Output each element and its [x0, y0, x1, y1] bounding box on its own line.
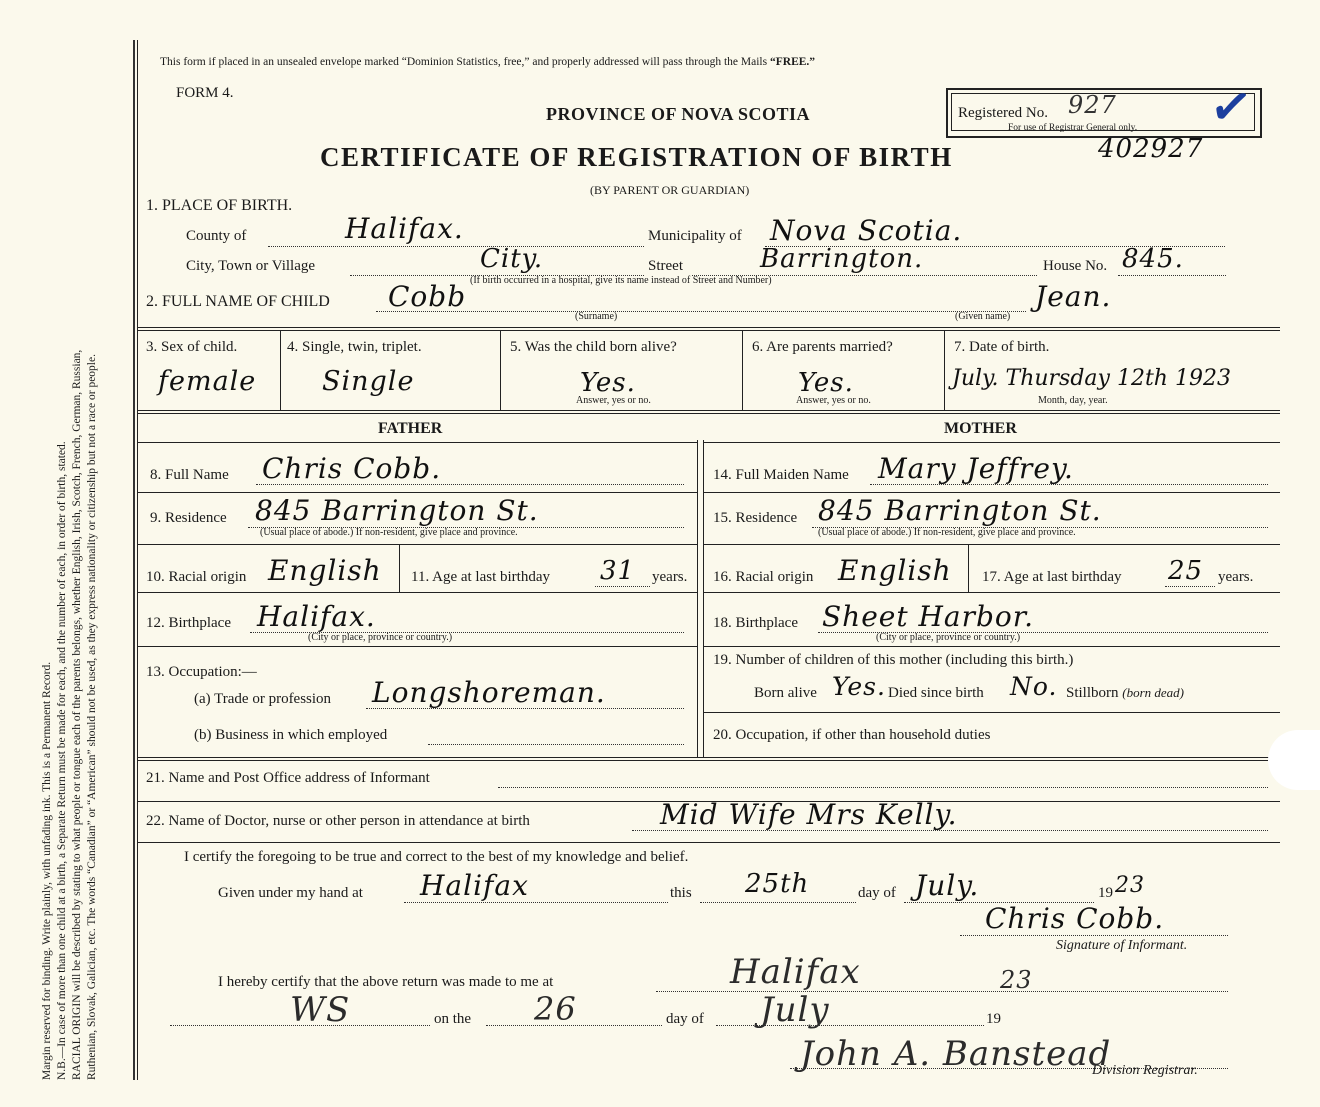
registrar-year-prefix: 19: [986, 1011, 1001, 1027]
dob-caption: Month, day, year.: [1038, 395, 1108, 406]
page-title: CERTIFICATE OF REGISTRATION OF BIRTH: [320, 142, 953, 172]
registrar-place-value: Halifax: [730, 952, 861, 992]
father-birthplace-caption: (City or place, province or country.): [308, 632, 453, 643]
given-day-value: 25th: [745, 869, 810, 899]
city-value: City.: [480, 244, 544, 274]
father-occupation-label: 13. Occupation:—: [146, 664, 257, 680]
registrar-signature-caption: Division Registrar.: [1092, 1063, 1198, 1078]
father-name-label: 8. Full Name: [150, 467, 229, 483]
margin-note-racial-origin: RACIAL ORIGIN will be described by stating to what people or tongue each of the parents belongs, whether English, Irish, Scotch, French, German, Russian,: [71, 349, 83, 1080]
given-caption: (Given name): [955, 311, 1011, 322]
mother-name-value: Mary Jeffrey.: [878, 452, 1074, 485]
married-caption: Answer, yes or no.: [796, 395, 871, 406]
registrar-signature: John A. Banstead: [800, 1034, 1112, 1074]
father-residence-value: 845 Barrington St.: [255, 494, 539, 527]
registrar-month-value: July: [760, 990, 830, 1030]
father-trade-label: (a) Trade or profession: [194, 691, 332, 707]
given-day-of-label: day of: [858, 885, 896, 901]
mother-children-label: 19. Number of children of this mother (including this birth.): [713, 652, 1074, 668]
registrar-use-note: For use of Registrar General only.: [1008, 123, 1138, 133]
informant-label: 21. Name and Post Office address of Informant: [146, 770, 430, 786]
given-at-label: Given under my hand at: [218, 885, 363, 901]
street-value: Barrington.: [760, 244, 924, 274]
father-birthplace-value: Halifax.: [257, 600, 376, 633]
child-given-value: Jean.: [1035, 280, 1112, 313]
form-number: FORM 4.: [176, 85, 234, 101]
check-mark-icon: ✓: [1206, 76, 1256, 138]
registrar-statement: I hereby certify that the above return was made to me at: [218, 974, 554, 990]
mother-age-value: 25: [1168, 556, 1204, 586]
alive-caption: Answer, yes or no.: [576, 395, 651, 406]
informant-signature-caption: Signature of Informant.: [1056, 938, 1188, 953]
plurality-value: Single: [322, 366, 415, 397]
city-label: City, Town or Village: [186, 258, 316, 274]
place-heading: 1. PLACE OF BIRTH.: [146, 197, 293, 214]
stamped-number: 402927: [1098, 134, 1204, 164]
margin-note-racial-origin-cont: Ruthenian, Slovak, Galician, etc. The words “Canadian” or “American” should not be used, as they express nationality or citizenship but not a race or people.: [86, 354, 98, 1080]
binding-margin-rule: [133, 40, 135, 1080]
married-label: 6. Are parents married?: [752, 339, 893, 355]
father-race-label: 10. Racial origin: [146, 569, 247, 585]
born-alive-label: Born alive: [754, 685, 817, 701]
given-this-label: this: [670, 885, 692, 901]
province-title: PROVINCE OF NOVA SCOTIA: [546, 104, 811, 124]
county-label: County of: [186, 228, 247, 244]
mother-name-label: 14. Full Maiden Name: [713, 467, 849, 483]
child-surname-value: Cobb: [388, 280, 467, 313]
sex-label: 3. Sex of child.: [146, 339, 238, 355]
mother-birthplace-value: Sheet Harbor.: [822, 600, 1034, 633]
registrar-year-value: 23: [1000, 966, 1033, 994]
mother-occupation-label: 20. Occupation, if other than household duties: [713, 727, 991, 743]
registrar-day-value: 26: [534, 990, 577, 1028]
given-year-value: 23: [1115, 873, 1145, 898]
father-business-label: (b) Business in which employed: [194, 727, 388, 743]
margin-note-multiple-births: N.B.—In case of more than one child at a birth, a Separate Return must be made for each, and the number of each, in order of birth, stated.: [56, 441, 68, 1080]
father-race-value: English: [268, 554, 382, 587]
mother-race-value: English: [838, 554, 952, 587]
alive-label: 5. Was the child born alive?: [510, 339, 677, 355]
page-subtitle: (BY PARENT OR GUARDIAN): [590, 183, 750, 197]
father-name-value: Chris Cobb.: [262, 452, 442, 485]
plurality-label: 4. Single, twin, triplet.: [287, 339, 422, 355]
mother-residence-caption: (Usual place of abode.) If non-resident, give place and province.: [818, 527, 1076, 538]
father-age-unit: years.: [652, 569, 688, 585]
child-name-label: 2. FULL NAME OF CHILD: [146, 293, 330, 310]
alive-value: Yes.: [580, 368, 636, 398]
dob-value: July. Thursday 12th 1923: [952, 366, 1231, 391]
municipality-value: Nova Scotia.: [770, 214, 963, 247]
certify-statement: I certify the foregoing to be true and correct to the best of my knowledge and belief.: [184, 849, 689, 865]
hospital-note: (If birth occurred in a hospital, give its name instead of Street and Number): [470, 275, 772, 286]
given-year-prefix: 19: [1098, 885, 1113, 901]
mother-residence-value: 845 Barrington St.: [818, 494, 1102, 527]
surname-caption: (Surname): [575, 311, 618, 322]
margin-note-binding: Margin reserved for binding. Write plainly, with unfading ink. This is a Permanent Record.: [41, 661, 53, 1080]
father-age-value: 31: [600, 556, 636, 586]
dob-label: 7. Date of birth.: [954, 339, 1050, 355]
father-age-label: 11. Age at last birthday: [411, 569, 550, 585]
born-alive-value: Yes.: [832, 672, 886, 701]
registrar-on-the-label: on the: [434, 1011, 472, 1027]
given-month-value: July.: [915, 869, 980, 902]
margin-notes: [40, 100, 100, 1080]
registrar-initials: WS: [290, 990, 351, 1030]
section-divider: [138, 327, 1280, 331]
mother-residence-label: 15. Residence: [713, 510, 798, 526]
died-since-label: Died since birth: [888, 685, 984, 701]
torn-edge: [1268, 730, 1320, 790]
father-heading: FATHER: [378, 420, 443, 437]
county-value: Halifax.: [345, 212, 464, 245]
mother-birthplace-label: 18. Birthplace: [713, 615, 798, 631]
registered-label: Registered No.: [958, 105, 1048, 121]
sex-value: female: [158, 366, 257, 397]
registrar-day-of-label: day of: [666, 1011, 704, 1027]
street-label: Street: [648, 258, 683, 274]
doctor-label: 22. Name of Doctor, nurse or other person in attendance at birth: [146, 813, 530, 829]
house-value: 845.: [1122, 244, 1184, 274]
registered-number: 927: [1068, 91, 1117, 119]
father-residence-caption: (Usual place of abode.) If non-resident, give place and province.: [260, 527, 518, 538]
father-residence-label: 9. Residence: [150, 510, 227, 526]
mail-notice: This form if placed in an unsealed envelope marked “Dominion Statistics, free,” and properly addressed will pass through the Mails “FREE.”: [160, 56, 816, 68]
mother-race-label: 16. Racial origin: [713, 569, 814, 585]
municipality-label: Municipality of: [648, 228, 742, 244]
father-trade-value: Longshoreman.: [372, 676, 606, 709]
binding-margin-rule-inner: [137, 40, 138, 1080]
house-label: House No.: [1043, 258, 1108, 274]
mother-age-unit: years.: [1218, 569, 1254, 585]
died-since-value: No.: [1010, 672, 1058, 701]
mother-heading: MOTHER: [944, 420, 1017, 437]
father-birthplace-label: 12. Birthplace: [146, 615, 231, 631]
married-value: Yes.: [798, 368, 854, 398]
stillborn-label: Stillborn (born dead): [1066, 685, 1185, 701]
doctor-value: Mid Wife Mrs Kelly.: [660, 798, 958, 831]
mother-age-label: 17. Age at last birthday: [982, 569, 1122, 585]
mother-birthplace-caption: (City or place, province or country.): [876, 632, 1021, 643]
informant-signature: Chris Cobb.: [985, 902, 1165, 935]
given-place-value: Halifax: [420, 869, 529, 902]
